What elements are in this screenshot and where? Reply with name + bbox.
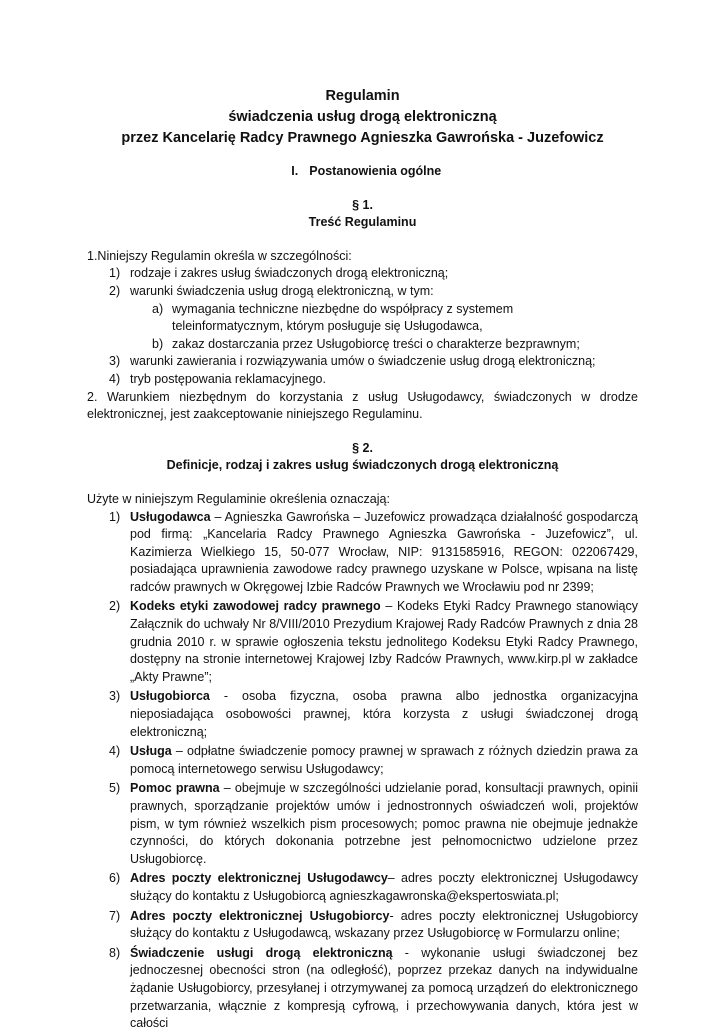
definition-text: - adres poczty elektronicznej Usługobiorcy służący do kontaktu z Usługodawcą, wskazany przez Usługobiorcę w Formularzu online; <box>130 908 638 941</box>
paragraph-2-body <box>87 491 638 1033</box>
paragraph-2-heading: Definicje, rodzaj i zakres usług świadczonych drogą elektroniczną <box>166 458 559 473</box>
title-line-1: Regulamin <box>325 88 400 104</box>
section-heading <box>87 163 638 181</box>
list-item <box>87 371 638 389</box>
definition-number: 8) <box>109 945 121 960</box>
sub-list-letter: b) <box>152 336 164 351</box>
definitions-list <box>87 509 638 1033</box>
definition-term: Adres poczty elektronicznej Usługobiorcy <box>130 908 390 923</box>
definition-number: 5) <box>109 781 121 796</box>
definition-item <box>87 688 638 741</box>
sub-list-text: zakaz dostarczania przez Usługobiorcę treści o charakterze bezprawnym; <box>172 336 580 351</box>
definition-term: Pomoc prawna <box>130 781 220 796</box>
definition-term: Usługodawca <box>130 509 211 524</box>
definition-text: – Agnieszka Gawrońska – Juzefowicz prowadząca działalność gospodarczą pod firmą: „Kancelaria Radcy Prawnego Agnieszka Gawrońska - Juzefowicz”, ul. Kazimierza Wielkiego 15, 50-077 Wrocław, NIP: 9131585916, REGON: 022067429, posiadająca uprawnienia zawodowe radcy prawnego uzyskane w Polsce, wpisana na listę radców prawnych w Okręgowej Izbie Radców Prawnych we Wrocławiu pod nr 2399; <box>130 509 638 594</box>
definition-term: Adres poczty elektronicznej Usługodawcy <box>130 871 388 886</box>
list-number: 3) <box>109 354 121 369</box>
definition-term: Świadczenie usługi drogą elektroniczną <box>130 945 393 960</box>
document-title <box>87 86 638 149</box>
definition-number: 4) <box>109 744 121 759</box>
paragraph-1-point-2: 2. Warunkiem niezbędnym do korzystania z usług Usługodawcy, świadczonych w drodze elektronicznej, jest zaakceptowanie niniejszego Regulaminu. <box>87 389 638 422</box>
paragraph-1-intro: 1.Niniejszy Regulamin określa w szczególności: <box>87 248 352 263</box>
definition-term: Kodeks etyki zawodowej radcy prawnego <box>130 599 381 614</box>
title-line-2: świadczenia usług drogą elektroniczną <box>228 109 497 125</box>
definition-number: 7) <box>109 908 121 923</box>
list-text: rodzaje i zakres usług świadczonych drogą elektroniczną; <box>130 266 449 281</box>
definition-item <box>87 945 638 1033</box>
definition-number: 6) <box>109 871 121 886</box>
list-item <box>87 283 638 301</box>
definition-item <box>87 743 638 778</box>
section-number: I. <box>291 164 299 178</box>
title-line-3: przez Kancelarię Radcy Prawnego Agnieszka Gawrońska - Juzefowicz <box>121 130 604 146</box>
definition-text: - wykonanie usługi świadczonej bez jednoczesnej obecności stron (na odległość), poprzez przekaz danych na indywidualne żądanie Usługobiorcy, przesyłanej i otrzymywanej za pomocą urządzeń do elektronicznego przetwarzania, włącznie z kompresją cyfrową, i przechowywania danych, która jest w całości <box>130 945 638 1031</box>
list-number: 1) <box>109 266 121 281</box>
definition-number: 2) <box>109 599 121 614</box>
definition-text: – obejmuje w szczególności udzielanie porad, konsultacji prawnych, opinii prawnych, sporządzanie projektów umów i jednostronnych oświadczeń woli, projektów pism, w tym również wszelkich pism procesowych; pomoc prawna nie obejmuje jednakże czynności, do których dokonania potrzebne jest pełnomocnictwo udzielone przez Usługobiorcę. <box>130 781 638 866</box>
list-text: warunki świadczenia usług drogą elektroniczną, w tym: <box>130 283 434 298</box>
definition-item <box>87 780 638 868</box>
definition-term: Usługa <box>130 744 172 759</box>
list-text: warunki zawierania i rozwiązywania umów o świadczenie usług drogą elektroniczną; <box>130 354 596 369</box>
definition-item <box>87 598 638 686</box>
paragraph-2-number: § 2. <box>352 440 373 455</box>
paragraph-1-number: § 1. <box>352 197 373 212</box>
sub-list-item <box>87 301 638 336</box>
list-item <box>87 353 638 371</box>
paragraph-2-intro: Użyte w niniejszym Regulaminie określenia oznaczają: <box>87 491 390 506</box>
list-text: tryb postępowania reklamacyjnego. <box>130 371 326 386</box>
sub-list-text: wymagania techniczne niezbędne do współpracy z systemem teleinformatycznym, którym posługuje się Usługodawca, <box>172 301 514 334</box>
paragraph-1-heading: Treść Regulaminu <box>308 215 417 230</box>
definition-item <box>87 908 638 943</box>
sub-list-letter: a) <box>152 301 164 316</box>
definition-term: Usługobiorca <box>130 689 210 704</box>
definition-number: 3) <box>109 689 121 704</box>
sub-list-item <box>87 336 638 354</box>
definition-number: 1) <box>109 509 121 524</box>
definition-text: – Kodeks Etyki Radcy Prawnego stanowiący Załącznik do uchwały Nr 8/VIII/2010 Prezydium Krajowej Rady Radców Prawnych z dnia 28 grudnia 2010 r. w sprawie ogłoszenia tekstu jednolitego Kodeksu Etyki Radcy Prawnego, dostępny na stronie internetowej Krajowej Izby Radców Prawnych, www.kirp.pl w zakładce „Akty Prawne”; <box>130 599 639 684</box>
list-number: 4) <box>109 371 121 386</box>
definition-text: - osoba fizyczna, osoba prawna albo jednostka organizacyjna nieposiadająca osobowości prawnej, która korzysta z usługi świadczonej drogą elektroniczną; <box>130 689 638 739</box>
definition-item <box>87 509 638 597</box>
section-label: Postanowienia ogólne <box>309 164 442 178</box>
paragraph-1-body <box>87 248 638 424</box>
list-number: 2) <box>109 283 121 298</box>
definition-item <box>87 870 638 905</box>
list-item <box>87 265 638 283</box>
definition-text: – odpłatne świadczenie pomocy prawnej w sprawach z różnych dziedzin prawa za pomocą internetowego serwisu Usługodawcy; <box>130 744 638 776</box>
definition-text: – adres poczty elektronicznej Usługodawcy służący do kontaktu z Usługobiorcą agnieszkagawronska@ekspertoswiata.pl; <box>130 871 638 903</box>
